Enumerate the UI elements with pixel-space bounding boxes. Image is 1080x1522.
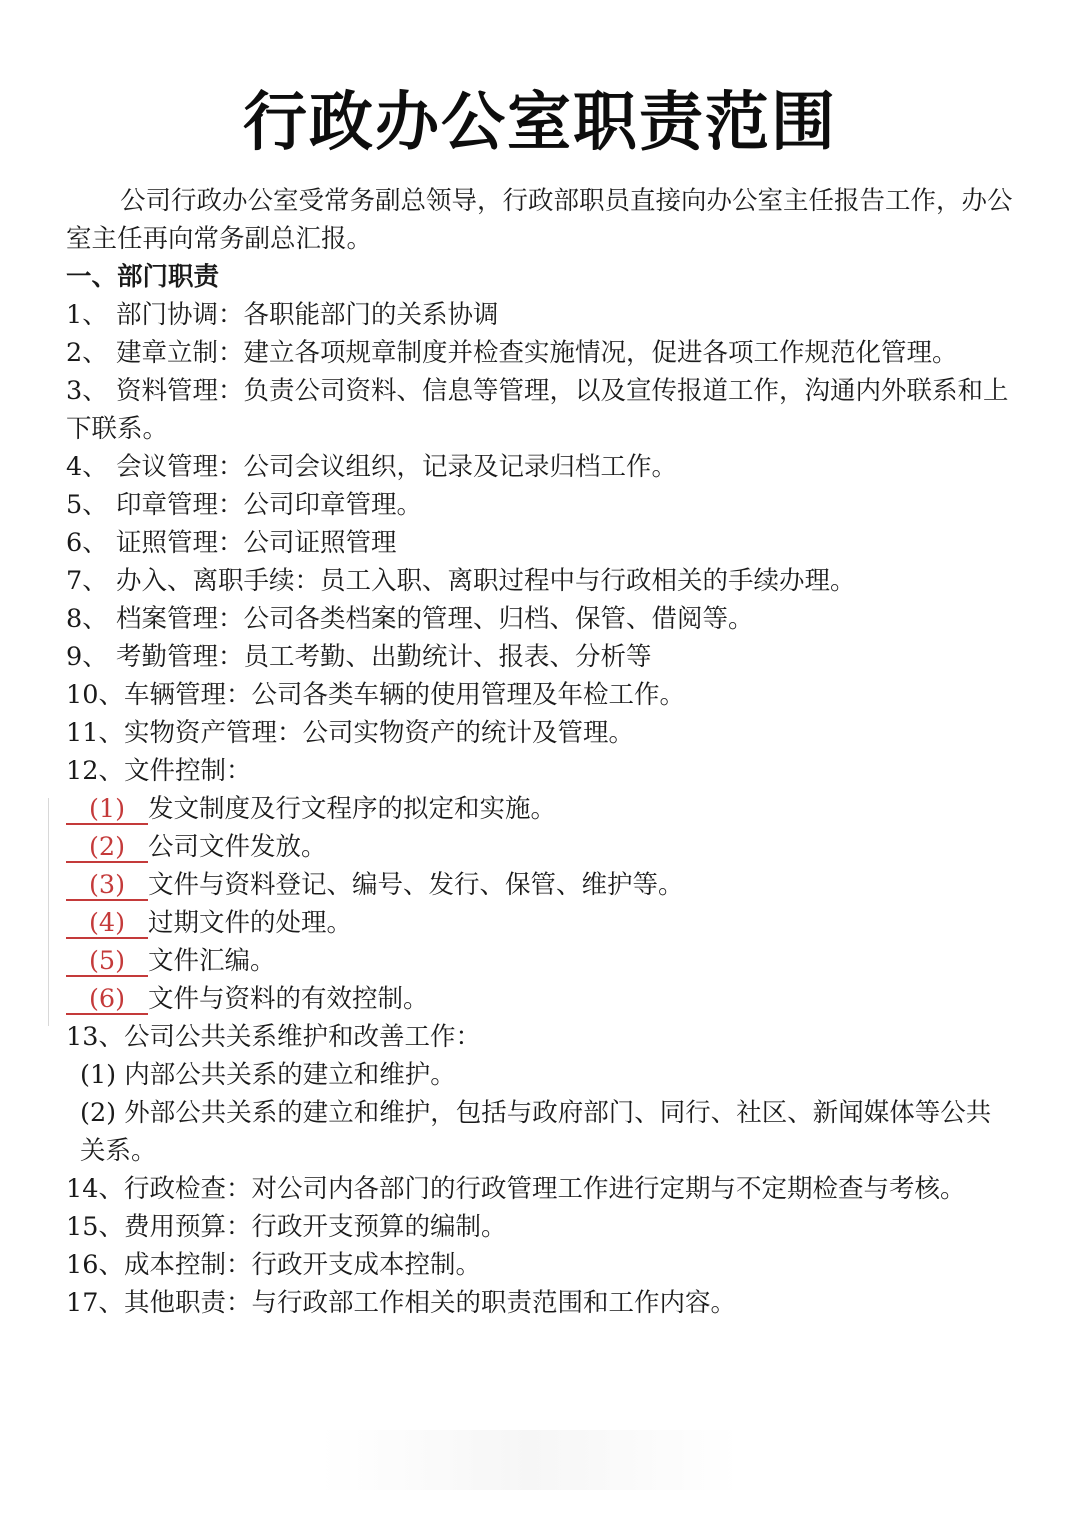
document-body <box>66 182 1016 1322</box>
list-item <box>66 334 1016 372</box>
item-text: 实物资产管理：公司实物资产的统计及管理。 <box>123 718 634 748</box>
item-number: 2、 <box>66 338 108 368</box>
sub-list-item <box>66 980 1016 1018</box>
sub-list-item <box>66 790 1016 828</box>
item-number: 9、 <box>66 642 108 672</box>
item-text: 车辆管理：公司各类车辆的使用管理及年检工作。 <box>123 680 685 710</box>
list-item <box>66 676 1016 714</box>
item-text: 费用预算：行政开支预算的编制。 <box>123 1212 507 1242</box>
sub-item-marker: (1) <box>80 1060 117 1090</box>
item-text: 办入、离职手续：员工入职、离职过程中与行政相关的手续办理。 <box>116 566 856 596</box>
sub-list-item <box>66 1056 1016 1094</box>
sub-list-item <box>66 1094 1016 1170</box>
list-item <box>66 1170 1016 1208</box>
faint-watermark-area <box>320 1430 740 1490</box>
sub-item-text: 发文制度及行文程序的拟定和实施。 <box>148 794 557 824</box>
item-text: 证照管理：公司证照管理 <box>116 528 397 558</box>
list-item <box>66 448 1016 486</box>
list-item <box>66 1246 1016 1284</box>
page-title: 行政办公室职责范围 <box>243 86 837 160</box>
item-text: 文件控制： <box>123 756 252 786</box>
item-number: 12、 <box>66 756 124 786</box>
item-text: 部门协调：各职能部门的关系协调 <box>116 300 499 330</box>
list-item <box>66 638 1016 676</box>
list-item <box>66 600 1016 638</box>
sub-list-item <box>66 904 1016 942</box>
list-item <box>66 372 1016 448</box>
item-number: 7、 <box>66 566 108 596</box>
item-text: 资料管理：负责公司资料、信息等管理，以及宣传报道工作，沟通内外联系和上下联系。 <box>66 376 1009 444</box>
item-number: 11、 <box>66 718 124 748</box>
item-number: 10、 <box>66 680 124 710</box>
sub-item-text: 过期文件的处理。 <box>148 908 353 938</box>
item-text: 印章管理：公司印章管理。 <box>116 490 423 520</box>
list-item <box>66 1208 1016 1246</box>
sub-item-text: 内部公共关系的建立和维护。 <box>124 1060 456 1090</box>
item-number: 17、 <box>66 1288 124 1318</box>
intro-paragraph: 公司行政办公室受常务副总领导，行政部职员直接向办公室主任报告工作，办公室主任再向常务副总汇报。 <box>66 186 1013 254</box>
sub-item-marker: (2) <box>80 1098 117 1128</box>
sub-item-marker: (3) <box>66 871 148 901</box>
item-number: 5、 <box>66 490 108 520</box>
sub-item-marker: (6) <box>66 985 148 1015</box>
sub-item-text: 外部公共关系的建立和维护，包括与政府部门、同行、社区、新闻媒体等公共关系。 <box>80 1098 992 1166</box>
item-text: 其他职责：与行政部工作相关的职责范围和工作内容。 <box>123 1288 736 1318</box>
list-item <box>66 562 1016 600</box>
item-text: 行政检查：对公司内各部门的行政管理工作进行定期与不定期检查与考核。 <box>123 1174 966 1204</box>
sub-list-item <box>66 828 1016 866</box>
item-text: 档案管理：公司各类档案的管理、归档、保管、借阅等。 <box>116 604 754 634</box>
list-item <box>66 1018 1016 1056</box>
sub-item-text: 文件汇编。 <box>148 946 276 976</box>
list-item <box>66 524 1016 562</box>
item-text: 公司公共关系维护和改善工作： <box>123 1022 481 1052</box>
item-number: 8、 <box>66 604 108 634</box>
section-heading: 一、部门职责 <box>66 262 220 292</box>
item-number: 16、 <box>66 1250 124 1280</box>
item-number: 14、 <box>66 1174 124 1204</box>
sub-item-marker: (2) <box>66 833 148 863</box>
item-number: 6、 <box>66 528 108 558</box>
list-item <box>66 752 1016 790</box>
sub-item-text: 公司文件发放。 <box>148 832 327 862</box>
item-number: 13、 <box>66 1022 124 1052</box>
item-text: 成本控制：行政开支成本控制。 <box>123 1250 481 1280</box>
list-item <box>66 296 1016 334</box>
item-text: 考勤管理：员工考勤、出勤统计、报表、分析等 <box>116 642 652 672</box>
list-item <box>66 486 1016 524</box>
item-number: 4、 <box>66 452 108 482</box>
item-text: 会议管理：公司会议组织，记录及记录归档工作。 <box>116 452 678 482</box>
sub-list-item <box>66 942 1016 980</box>
list-item <box>66 1284 1016 1322</box>
sub-item-marker: (5) <box>66 947 148 977</box>
file-control-sublist <box>66 790 1016 1018</box>
item-number: 1、 <box>66 300 108 330</box>
sub-item-text: 文件与资料的有效控制。 <box>148 984 429 1014</box>
list-item <box>66 714 1016 752</box>
sub-item-marker: (1) <box>66 795 148 825</box>
sub-item-text: 文件与资料登记、编号、发行、保管、维护等。 <box>148 870 684 900</box>
sub-list-item <box>66 866 1016 904</box>
item-text: 建章立制：建立各项规章制度并检查实施情况，促进各项工作规范化管理。 <box>116 338 958 368</box>
sub-item-marker: (4) <box>66 909 148 939</box>
item-number: 3、 <box>66 376 108 406</box>
item-number: 15、 <box>66 1212 124 1242</box>
